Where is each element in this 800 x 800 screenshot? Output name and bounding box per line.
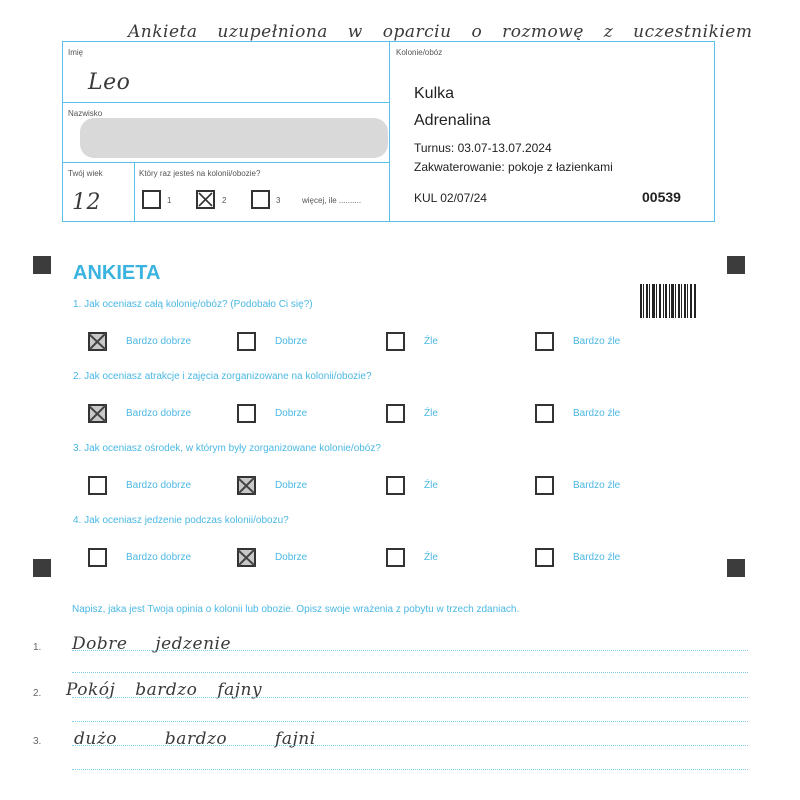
answer-line (72, 672, 748, 673)
handwritten-header-note: Ankieta uzupełniona w oparciu o rozmowę z uczestnikiem (128, 22, 753, 42)
registration-mark-bottom-right (727, 559, 745, 577)
form-number: 00539 (642, 189, 681, 205)
opinion-line-number: 2. (33, 688, 42, 699)
rating-option-label: Źle (424, 480, 438, 491)
answer-line (72, 769, 748, 770)
rating-option-label: Bardzo źle (573, 552, 621, 563)
surname-redaction (80, 118, 388, 158)
question-text: 4. Jak oceniasz jedzenie podczas kolonii/obozu? (73, 515, 289, 526)
question-text: 1. Jak oceniasz całą kolonię/obóz? (Podobało Ci się?) (73, 299, 313, 310)
rating-checkbox[interactable] (88, 548, 107, 567)
registration-mark-top-right (727, 256, 745, 274)
rating-checkbox[interactable] (88, 332, 107, 351)
camp-accommodation: Zakwaterowanie: pokoje z łazienkami (414, 160, 613, 174)
rating-option-label: Źle (424, 336, 438, 347)
answer-line (72, 745, 748, 746)
rating-checkbox[interactable] (535, 332, 554, 351)
camp-subtitle: Adrenalina (414, 112, 491, 129)
rating-checkbox[interactable] (386, 404, 405, 423)
surname-label: Nazwisko (68, 109, 103, 118)
rating-option-label: Bardzo źle (573, 408, 621, 419)
answer-line (72, 721, 748, 722)
rating-checkbox[interactable] (237, 548, 256, 567)
rating-option-label: Bardzo dobrze (126, 552, 192, 563)
check-mark-icon (237, 476, 256, 495)
attendance-checkbox-3[interactable] (251, 190, 270, 209)
camp-label: Kolonie/obóz (396, 48, 443, 57)
opinion-line-number: 3. (33, 736, 42, 747)
rating-checkbox[interactable] (88, 404, 107, 423)
check-mark-icon (237, 548, 256, 567)
attendance-checkbox-2[interactable] (196, 190, 215, 209)
camp-code: KUL 02/07/24 (414, 191, 487, 205)
answer-line (72, 650, 748, 651)
survey-title: ANKIETA (73, 262, 161, 284)
age-label: Twój wiek (68, 169, 103, 178)
check-mark-icon (88, 332, 107, 351)
rating-option-label: Bardzo dobrze (126, 408, 192, 419)
rating-checkbox[interactable] (535, 404, 554, 423)
opinion-prompt: Napisz, jaka jest Twoja opinia o kolonii lub obozie. Opisz swoje wrażenia z pobytu w trzech zdaniach. (72, 604, 520, 615)
attendance-label: Który raz jesteś na kolonii/obozie? (139, 169, 261, 178)
rating-checkbox[interactable] (237, 476, 256, 495)
rating-option-label: Bardzo źle (573, 336, 621, 347)
opinion-answer-3[interactable]: dużo bardzo fajni (74, 729, 316, 749)
rating-option-label: Bardzo dobrze (126, 480, 192, 491)
registration-mark-top-left (33, 256, 51, 274)
opinion-answer-1[interactable]: Dobre jedzenie (72, 634, 232, 654)
rating-checkbox[interactable] (88, 476, 107, 495)
rating-checkbox[interactable] (535, 476, 554, 495)
rating-checkbox[interactable] (535, 548, 554, 567)
attendance-checkbox-1[interactable] (142, 190, 161, 209)
rating-option-label: Bardzo dobrze (126, 336, 192, 347)
question-text: 3. Jak oceniasz ośrodek, w którym były zorganizowane kolonie/obóz? (73, 443, 381, 454)
rating-option-label: Dobrze (275, 336, 308, 347)
rating-checkbox[interactable] (237, 332, 256, 351)
attendance-option-2: 2 (222, 196, 227, 205)
camp-name: Kulka (414, 85, 455, 102)
rating-checkbox[interactable] (237, 404, 256, 423)
attendance-option-3: 3 (276, 196, 281, 205)
check-mark-icon (88, 404, 107, 423)
answer-line (72, 697, 748, 698)
rating-checkbox[interactable] (386, 332, 405, 351)
rating-option-label: Dobrze (275, 552, 308, 563)
name-label: Imię (68, 48, 84, 57)
check-mark-icon (196, 190, 215, 209)
opinion-answer-2[interactable]: Pokój bardzo fajny (66, 680, 263, 700)
registration-mark-bottom-left (33, 559, 51, 577)
rating-option-label: Źle (424, 408, 438, 419)
attendance-option-1: 1 (167, 196, 172, 205)
name-field[interactable]: Leo (88, 70, 131, 95)
rating-option-label: Dobrze (275, 480, 308, 491)
rating-checkbox[interactable] (386, 476, 405, 495)
age-field[interactable]: 12 (72, 190, 101, 215)
opinion-line-number: 1. (33, 642, 42, 653)
rating-option-label: Źle (424, 552, 438, 563)
barcode-icon (640, 284, 696, 318)
question-text: 2. Jak oceniasz atrakcje i zajęcia zorganizowane na kolonii/obozie? (73, 371, 372, 382)
rating-option-label: Dobrze (275, 408, 308, 419)
camp-turnus: Turnus: 03.07-13.07.2024 (414, 141, 552, 155)
attendance-more-label: więcej, ile .......... (302, 196, 362, 205)
rating-checkbox[interactable] (386, 548, 405, 567)
rating-option-label: Bardzo źle (573, 480, 621, 491)
